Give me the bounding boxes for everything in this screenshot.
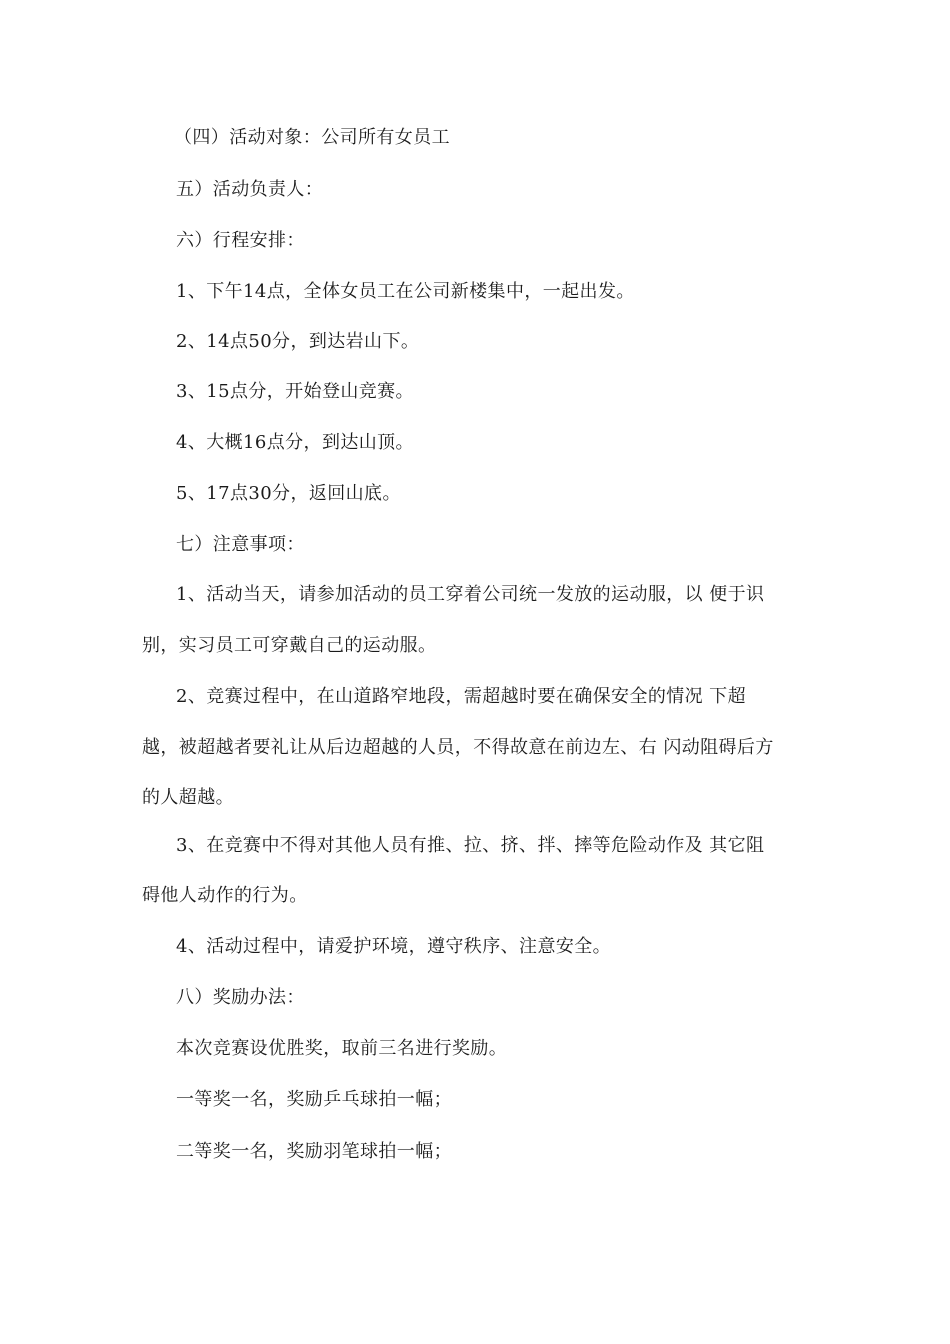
reward-intro: 本次竞赛设优胜奖，取前三名进行奖励。 <box>176 1038 508 1059</box>
schedule-item-4: 4、大概16点分，到达山顶。 <box>176 432 414 453</box>
schedule-item-2: 2、14点50分，到达岩山下。 <box>176 331 420 352</box>
note-1-line-1: 1、活动当天，请参加活动的员工穿着公司统一发放的运动服，以 便于识 <box>176 584 765 605</box>
note-2-line-1: 2、竞赛过程中，在山道路窄地段，需超越时要在确保安全的情况 下超 <box>176 686 746 707</box>
section-heading-leader: 五）活动负责人： <box>176 179 324 200</box>
note-2-line-3: 的人超越。 <box>142 787 234 808</box>
note-2-line-2: 越，被超越者要礼让从后边超越的人员，不得故意在前边左、右 闪动阻碍后方 <box>142 737 774 758</box>
section-heading-notes: 七）注意事项： <box>176 534 305 555</box>
note-3-line-1: 3、在竞赛中不得对其他人员有推、拉、挤、拌、摔等危险动作及 其它阻 <box>176 835 765 856</box>
section-heading-schedule: 六）行程安排： <box>176 230 305 251</box>
schedule-item-1: 1、下午14点，全体女员工在公司新楼集中，一起出发。 <box>176 281 635 302</box>
schedule-item-3: 3、15点分，开始登山竞赛。 <box>176 381 414 402</box>
reward-second-prize: 二等奖一名，奖励羽笔球拍一幅； <box>176 1141 452 1162</box>
note-1-line-2: 别，实习员工可穿戴自己的运动服。 <box>142 635 437 656</box>
section-heading-rewards: 八）奖励办法： <box>176 987 305 1008</box>
reward-first-prize: 一等奖一名，奖励乒乓球拍一幅； <box>176 1089 452 1110</box>
schedule-item-5: 5、17点30分，返回山底。 <box>176 483 401 504</box>
section-heading-participants: （四）活动对象：公司所有女员工 <box>174 127 450 148</box>
note-4: 4、活动过程中，请爱护环境，遵守秩序、注意安全。 <box>176 936 612 957</box>
note-3-line-2: 碍他人动作的行为。 <box>142 885 308 906</box>
